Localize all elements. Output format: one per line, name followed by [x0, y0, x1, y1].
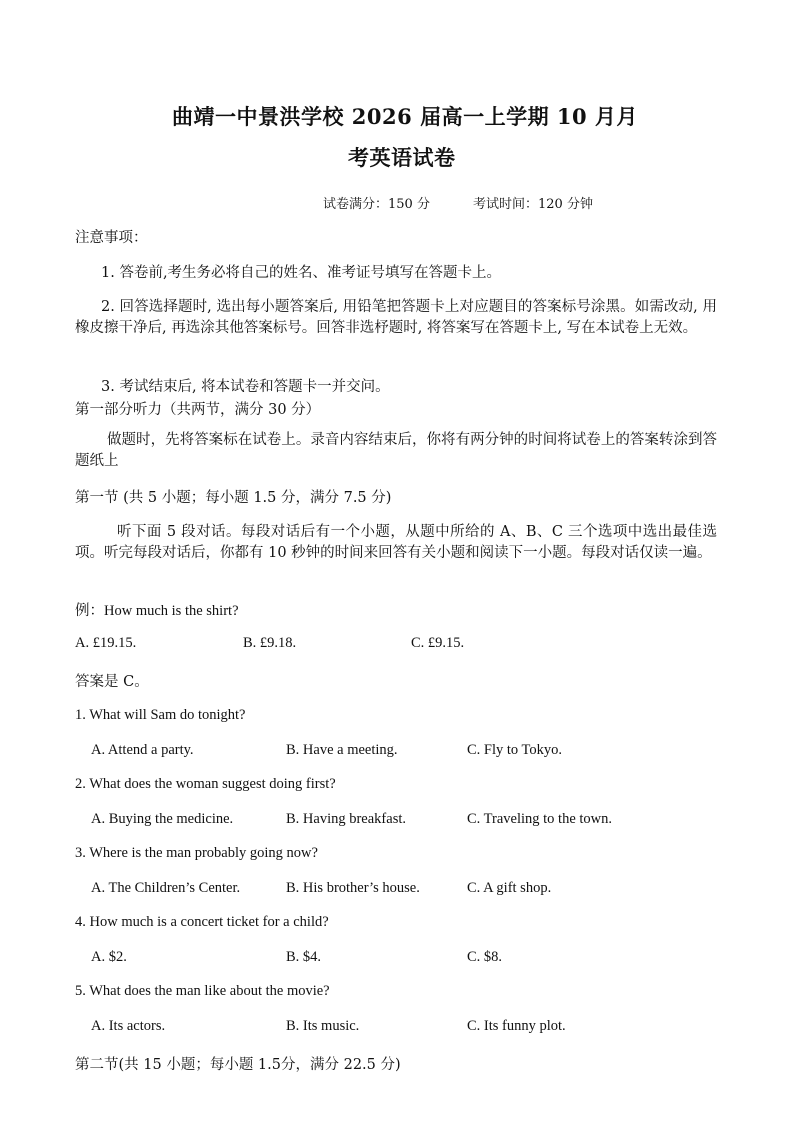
- section2-heading: 第二节(共 15 小题；每小题 1.5分，满分 22.5 分): [75, 1057, 401, 1073]
- example-option-a: A. £19.15.: [75, 635, 137, 651]
- notice-item-2: 2. 回答选择题时, 选出每小题答案后, 用铅笔把答题卡上对应题目的答案标号涂黑。如需改动, 用橡皮擦干净后, 再选涂其他答案标号。回答非选杼题时, 将答案写在答题卡上, 写在本试卷上无效。: [75, 299, 717, 336]
- question-3-option-b: B. His brother’s house.: [286, 880, 420, 896]
- question-2-option-c: C. Traveling to the town.: [467, 811, 613, 827]
- question-5-option-a: A. Its actors.: [91, 1018, 166, 1034]
- example-option-b: B. £9.18.: [243, 635, 297, 651]
- section1-heading: 第一节 (共 5 小题；每小题 1.5 分，满分 7.5 分): [75, 490, 392, 506]
- example-option-c: C. £9.15.: [411, 635, 465, 651]
- example-answer: 答案是 C。: [75, 674, 149, 690]
- question-5-option-b: B. Its music.: [286, 1018, 360, 1034]
- question-2-option-b: B. Having breakfast.: [286, 811, 406, 827]
- question-1-option-b: B. Have a meeting.: [286, 742, 398, 758]
- question-2: 2. What does the woman suggest doing first?: [75, 776, 336, 792]
- question-1: 1. What will Sam do tonight?: [75, 707, 246, 723]
- section1-instruction: 听下面 5 段对话。每段对话后有一个小题，从题中所给的 A、B、C 三个选项中选出最佳选项。听完每段对话后，你都有 10 秒钟的时间来回答有关小题和阅读下一小题。每段对话仅读一遍。: [75, 524, 717, 561]
- question-3-option-c: C. A gift shop.: [467, 880, 552, 896]
- question-4: 4. How much is a concert ticket for a child?: [75, 914, 329, 930]
- question-5: 5. What does the man like about the movie?: [75, 983, 330, 999]
- part1-instruction: 做题时，先将答案标在试卷上。录音内容结束后，你将有两分钟的时间将试卷上的答案转涂到答题纸上: [75, 432, 717, 469]
- part1-heading: 第一部分听力（共两节，满分 30 分）: [75, 402, 321, 418]
- notice-heading: 注意事项：: [75, 230, 148, 246]
- notice-item-3: 3. 考试结束后, 将本试卷和答题卡一并交问。: [101, 379, 390, 395]
- exam-title-line2: 考英语试卷: [348, 145, 456, 170]
- example-question: 例：How much is the shirt?: [75, 603, 239, 619]
- question-1-option-a: A. Attend a party.: [91, 742, 194, 758]
- question-2-option-a: A. Buying the medicine.: [91, 811, 234, 827]
- question-1-option-c: C. Fly to Tokyo.: [467, 742, 563, 758]
- question-5-option-c: C. Its funny plot.: [467, 1018, 566, 1034]
- question-3: 3. Where is the man probably going now?: [75, 845, 318, 861]
- exam-title-line1: 曲靖一中景洪学校 2026 届高一上学期 10 月月: [172, 104, 638, 129]
- question-4-option-a: A. $2.: [91, 949, 127, 965]
- full-score: 试卷满分：150 分: [323, 197, 430, 212]
- question-3-option-a: A. The Children’s Center.: [91, 880, 241, 896]
- question-4-option-c: C. $8.: [467, 949, 503, 965]
- question-4-option-b: B. $4.: [286, 949, 322, 965]
- notice-item-1: 1. 答卷前,考生务必将自己的姓名、准考证号填写在答题卡上。: [101, 265, 502, 281]
- exam-time: 考试时间：120 分钟: [473, 197, 593, 212]
